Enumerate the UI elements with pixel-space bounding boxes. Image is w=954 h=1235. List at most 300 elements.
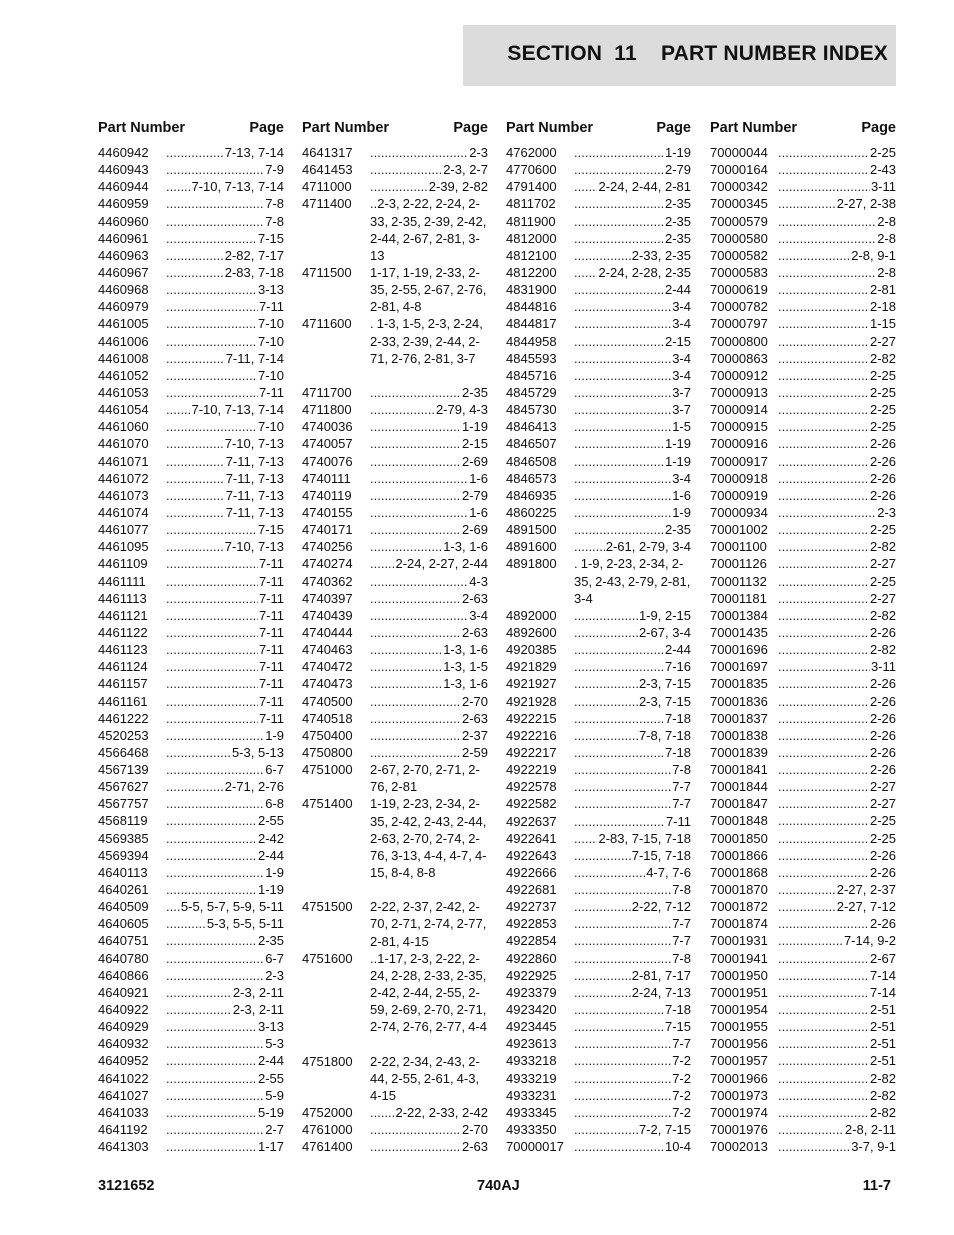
page-reference: 7-11: [258, 659, 284, 675]
page-reference: 2-51: [869, 1002, 896, 1018]
part-number: 4461005: [98, 316, 149, 332]
page-entry: [166, 333, 284, 350]
dot-leader: [778, 573, 869, 590]
part-number: 4751800: [302, 1053, 353, 1069]
dot-leader: [778, 761, 869, 778]
part-number: 70000580: [710, 230, 768, 246]
page-reference: 7-10, 7-13: [224, 436, 284, 452]
dot-leader: [778, 1018, 869, 1035]
part-number: 4460942: [98, 145, 149, 160]
page-reference: 7-11: [258, 607, 284, 623]
dot-leader: [166, 178, 190, 195]
part-number: 4460967: [98, 264, 149, 280]
index-row: [710, 658, 896, 675]
index-row: [302, 315, 488, 384]
dot-leader: [166, 350, 225, 367]
page-entry: [574, 984, 691, 1001]
dot-leader: [166, 247, 224, 264]
dot-leader: [574, 864, 645, 881]
dot-leader: [778, 710, 869, 727]
page-entry: [370, 1138, 488, 1155]
dot-leader: [166, 641, 258, 658]
page-reference: 2-8: [877, 264, 896, 280]
index-row: [98, 384, 284, 401]
dot-leader: [370, 1104, 394, 1121]
part-number: 70001868: [710, 864, 768, 880]
page-entry: [574, 641, 691, 658]
page-entry: [574, 264, 691, 281]
page-entry: [370, 590, 488, 607]
part-number: 70000800: [710, 333, 768, 349]
page-reference: 2-26: [869, 727, 896, 743]
dot-leader: [778, 230, 876, 247]
page-reference: 7-2: [672, 1104, 691, 1120]
part-number: 70000915: [710, 419, 768, 435]
part-number: 70000917: [710, 453, 768, 469]
page-reference: 1-19: [461, 419, 488, 435]
part-number: 70000913: [710, 384, 768, 400]
part-number: 4922216: [506, 727, 557, 743]
page-entry: [166, 693, 284, 710]
dot-leader: [778, 812, 869, 829]
page-entry: [778, 675, 896, 692]
dot-leader: [778, 298, 869, 315]
part-number: 4461070: [98, 436, 149, 452]
dot-leader: [574, 624, 638, 641]
page-entry: [574, 1104, 691, 1121]
index-row: [710, 932, 896, 949]
dot-leader: [574, 950, 671, 967]
dot-leader: [574, 1138, 664, 1155]
index-row: [710, 161, 896, 178]
part-number: 4640261: [98, 882, 149, 898]
dot-leader: [166, 195, 264, 212]
index-row: [98, 315, 284, 332]
page-reference: 1-19: [664, 436, 691, 452]
index-row: [302, 898, 488, 949]
section-title: SECTION 11 PART NUMBER INDEX: [507, 42, 888, 65]
page-reference: 7-10, 7-13, 7-14: [191, 179, 284, 195]
part-number: 70001697: [710, 659, 768, 675]
page-reference: 2-61, 2-79, 3-4: [605, 539, 691, 555]
page-entry: [574, 230, 691, 247]
page-entry: [574, 915, 691, 932]
index-row: [98, 864, 284, 881]
index-row: [98, 984, 284, 1001]
part-number: 4461161: [98, 693, 148, 709]
page-entry: [166, 641, 284, 658]
page-entry: [166, 435, 284, 452]
page-entry: [778, 1138, 896, 1155]
part-number: 4891800: [506, 556, 557, 572]
page-reference: 2-42: [257, 830, 284, 846]
index-row: [98, 1052, 284, 1069]
index-row: [98, 1001, 284, 1018]
part-number: 4641303: [98, 1139, 149, 1155]
part-number: 70000164: [710, 162, 768, 178]
part-number: 4569394: [98, 847, 149, 863]
part-number: 70001848: [710, 813, 768, 829]
page-entry: [370, 195, 488, 264]
dot-leader: [370, 538, 442, 555]
index-row: [710, 1018, 896, 1035]
dot-leader: [574, 264, 597, 281]
page-reference: 3-7, 9-1: [851, 1139, 896, 1155]
page-reference: 2-27: [869, 796, 896, 812]
dot-leader: [370, 658, 442, 675]
dot-leader: [166, 281, 257, 298]
dot-leader: [778, 590, 869, 607]
index-row: [98, 247, 284, 264]
page-entry: [370, 641, 488, 658]
index-row: [506, 555, 691, 606]
dot-leader: [574, 247, 631, 264]
page-entry: [166, 1138, 284, 1155]
dot-leader: [574, 1121, 638, 1138]
dot-leader: [778, 315, 869, 332]
index-row: [98, 161, 284, 178]
dot-leader: [166, 864, 264, 881]
part-number-header: Part Number: [302, 120, 390, 136]
page-entry: [778, 727, 896, 744]
page-reference: 1-19: [257, 882, 284, 898]
page-entry: [166, 1035, 284, 1052]
page-reference: 2-35: [664, 230, 691, 246]
part-number: 4460968: [98, 282, 149, 298]
index-row: [98, 350, 284, 367]
page-header: Page: [453, 120, 488, 136]
page-entry: [166, 315, 284, 332]
page-entry: [166, 915, 284, 932]
page-reference: 7-10: [257, 333, 284, 349]
page-entry: [778, 435, 896, 452]
page-entry: [574, 864, 691, 881]
part-number: 4922215: [506, 710, 557, 726]
index-row: [710, 967, 896, 984]
part-number: 4740444: [302, 625, 353, 641]
dot-leader: [370, 710, 461, 727]
index-row: [302, 435, 488, 452]
dot-leader: [778, 1138, 850, 1155]
part-number: 4922681: [506, 882, 557, 898]
dot-leader: [574, 795, 671, 812]
page-reference: 2-63: [461, 1139, 488, 1155]
page-reference: 7-16: [664, 659, 691, 675]
dot-leader: [166, 1052, 257, 1069]
page-entry: [370, 538, 488, 555]
page-reference: 7-11: [258, 676, 284, 692]
page-entry: [574, 367, 691, 384]
page-entry: [778, 1052, 896, 1069]
index-row: [98, 624, 284, 641]
part-number: 4640929: [98, 1019, 149, 1035]
page-reference: 1-19, 2-23, 2-34, 2-35, 2-42, 2-43, 2-44, 2-63, 2-70, 2-74, 2-76, 3-13, 4-4, 4-7, 4-15, 8-4, 8-8: [370, 796, 487, 881]
page-reference: 7-18: [664, 710, 691, 726]
dot-leader: [166, 1138, 257, 1155]
index-row: [98, 1121, 284, 1138]
page-entry: [166, 607, 284, 624]
page-entry: [778, 1001, 896, 1018]
index-row: [98, 830, 284, 847]
index-row: [506, 761, 691, 778]
page-reference: 2-8, 2-11: [844, 1122, 896, 1138]
part-number: 70001974: [710, 1104, 768, 1120]
page-entry: [370, 710, 488, 727]
dot-leader: [574, 435, 664, 452]
page-reference: 2-81: [869, 282, 896, 298]
page-reference: 7-15: [257, 522, 284, 538]
page-reference: 2-26: [869, 470, 896, 486]
part-number: 70001435: [710, 624, 768, 640]
page-entry: [778, 641, 896, 658]
page-entry: [370, 1104, 488, 1121]
page-reference: 2-22, 7-12: [631, 899, 691, 915]
index-row: [710, 453, 896, 470]
part-number: 4460960: [98, 213, 149, 229]
part-number: 4569385: [98, 830, 149, 846]
part-number: 70000863: [710, 350, 768, 366]
page-entry: [574, 795, 691, 812]
dot-leader: [574, 333, 664, 350]
index-row: [302, 538, 488, 555]
part-number: 4891500: [506, 522, 557, 538]
page-entry: [778, 778, 896, 795]
part-number-header: Part Number: [710, 120, 798, 136]
page-entry: [574, 1052, 691, 1069]
part-number: 4460959: [98, 196, 149, 212]
page-entry: [166, 230, 284, 247]
dot-leader: [370, 624, 461, 641]
part-number: 4740119: [302, 487, 352, 503]
page-reference: 7-10: [257, 367, 284, 383]
page-entry: [574, 898, 691, 915]
page-entry: [370, 744, 488, 761]
page-reference: 3-11: [870, 659, 896, 675]
part-number: 4922582: [506, 796, 557, 812]
dot-leader: [370, 744, 461, 761]
index-row: [710, 247, 896, 264]
part-number: 4461052: [98, 367, 149, 383]
dot-leader: [370, 453, 461, 470]
part-number: 4922860: [506, 950, 557, 966]
page-reference: 2-63: [461, 625, 488, 641]
page-entry: [574, 161, 691, 178]
page-entry: [370, 453, 488, 470]
index-row: [506, 830, 691, 847]
page-entry: [778, 1035, 896, 1052]
part-number: 70000782: [710, 299, 768, 315]
index-row: [302, 1053, 488, 1104]
page-reference: 6-7: [265, 950, 284, 966]
page-entry: [574, 213, 691, 230]
index-row: [710, 915, 896, 932]
dot-leader: [166, 710, 258, 727]
page-reference: 1-3, 1-5: [443, 659, 488, 675]
part-number: 4567627: [98, 779, 149, 795]
page-entry: [370, 1121, 488, 1138]
page-reference: 2-8, 9-1: [851, 247, 896, 263]
index-row: [506, 401, 691, 418]
part-number: 70001950: [710, 967, 768, 983]
page-entry: [166, 573, 284, 590]
dot-leader: [778, 504, 876, 521]
page-reference: 1-6: [469, 470, 488, 486]
dot-leader: [166, 264, 224, 281]
index-row: [710, 898, 896, 915]
index-row: [506, 1001, 691, 1018]
dot-leader: [166, 384, 258, 401]
page-reference: 2-25: [869, 813, 896, 829]
index-row: [506, 213, 691, 230]
page-entry: [574, 315, 691, 332]
part-number: 70001384: [710, 607, 768, 623]
page-reference: 7-11: [258, 556, 284, 572]
dot-leader: [166, 161, 264, 178]
part-number: 4845730: [506, 402, 557, 418]
dot-leader: [778, 281, 869, 298]
page-reference: 1-9: [265, 727, 284, 743]
part-number: 4461222: [98, 710, 149, 726]
dot-leader: [778, 1121, 844, 1138]
page-entry: [778, 487, 896, 504]
index-row: [506, 1052, 691, 1069]
part-number: 4460943: [98, 162, 149, 178]
part-number: 4461111: [98, 573, 146, 589]
part-number: 70000044: [710, 145, 768, 160]
page-entry: [574, 778, 691, 795]
dot-leader: [574, 538, 605, 555]
index-row: [506, 418, 691, 435]
part-number: 70001941: [710, 950, 768, 966]
part-number: 70000619: [710, 282, 768, 298]
page-reference: 7-11: [258, 693, 284, 709]
page-reference: 5-3, 5-5, 5-11: [206, 916, 284, 932]
dot-leader: [166, 418, 257, 435]
page-entry: [778, 624, 896, 641]
dot-leader: [574, 213, 664, 230]
page-reference: 2-24, 2-27, 2-44: [395, 556, 488, 572]
dot-leader: [370, 384, 461, 401]
dot-leader: [166, 1035, 264, 1052]
page-reference: 2-3, 7-15: [638, 693, 691, 709]
page-reference: 2-35: [664, 213, 691, 229]
index-row: [98, 264, 284, 281]
part-number: 4461054: [98, 402, 149, 418]
page-entry: [370, 950, 488, 1053]
part-number: 4922578: [506, 779, 557, 795]
page-reference: 2-25: [869, 145, 896, 160]
index-row: [98, 521, 284, 538]
page-entry: [370, 418, 488, 435]
page-entry: [166, 967, 284, 984]
page-entry: [574, 967, 691, 984]
part-number: 4891600: [506, 539, 557, 555]
index-row: [506, 1018, 691, 1035]
page-reference: 6-7: [265, 762, 284, 778]
part-number: 70001956: [710, 1036, 768, 1052]
part-number: 4740439: [302, 607, 353, 623]
page-entry: [166, 350, 284, 367]
page-reference: 1-17: [257, 1139, 284, 1155]
index-row: [98, 367, 284, 384]
page-reference: 2-79, 4-3: [435, 402, 488, 418]
page-reference: 2-82: [869, 642, 896, 658]
page-reference: 7-11: [258, 384, 284, 400]
index-row: [98, 1104, 284, 1121]
dot-leader: [574, 1052, 671, 1069]
page-entry: [166, 1070, 284, 1087]
dot-leader: [778, 1052, 869, 1069]
part-number: 4461095: [98, 539, 149, 555]
dot-leader: [778, 1035, 869, 1052]
page-reference: 2-55: [257, 813, 284, 829]
page-entry: [574, 538, 691, 555]
index-row: [710, 795, 896, 812]
index-row: [302, 504, 488, 521]
part-number: 4461109: [98, 556, 148, 572]
page-entry: [574, 1087, 691, 1104]
index-row: [98, 641, 284, 658]
page-entry: [778, 367, 896, 384]
page-reference: 7-7: [672, 916, 691, 932]
page-reference: 2-25: [869, 419, 896, 435]
page-entry: [370, 401, 488, 418]
section-banner: [463, 25, 896, 86]
page-reference: 2-82: [869, 539, 896, 555]
part-number: 4922641: [506, 830, 557, 846]
dot-leader: [574, 1070, 671, 1087]
index-row: [710, 675, 896, 692]
dot-leader: [574, 1001, 664, 1018]
index-row: [302, 641, 488, 658]
page-entry: [778, 590, 896, 607]
part-number: 4922925: [506, 967, 557, 983]
page-reference: 7-7: [672, 796, 691, 812]
part-number: 4846507: [506, 436, 557, 452]
part-number: 70001850: [710, 830, 768, 846]
page-reference: 1-19: [664, 453, 691, 469]
page-entry: [370, 761, 488, 795]
index-row: [98, 1087, 284, 1104]
page-entry: [574, 624, 691, 641]
index-row: [710, 710, 896, 727]
index-row: [302, 161, 488, 178]
page-entry: [166, 401, 284, 418]
index-row: [710, 418, 896, 435]
dot-leader: [778, 778, 869, 795]
index-row: [710, 881, 896, 898]
dot-leader: [778, 898, 836, 915]
page-reference: 3-4: [469, 607, 488, 623]
index-row: [710, 1035, 896, 1052]
dot-leader: [778, 795, 869, 812]
page-reference: 7-11: [665, 813, 691, 829]
page-entry: [778, 881, 896, 898]
page-entry: [370, 573, 488, 590]
index-row: [302, 1138, 488, 1155]
dot-leader: [166, 333, 257, 350]
dot-leader: [166, 778, 224, 795]
page-entry: [166, 1001, 284, 1018]
index-row: [98, 178, 284, 195]
index-row: [98, 744, 284, 761]
dot-leader: [778, 555, 869, 572]
page-reference: 7-13, 7-14: [224, 145, 284, 160]
part-number: 70001847: [710, 796, 768, 812]
page-entry: [166, 847, 284, 864]
page-entry: [370, 144, 488, 161]
part-number: 4711800: [302, 402, 352, 418]
